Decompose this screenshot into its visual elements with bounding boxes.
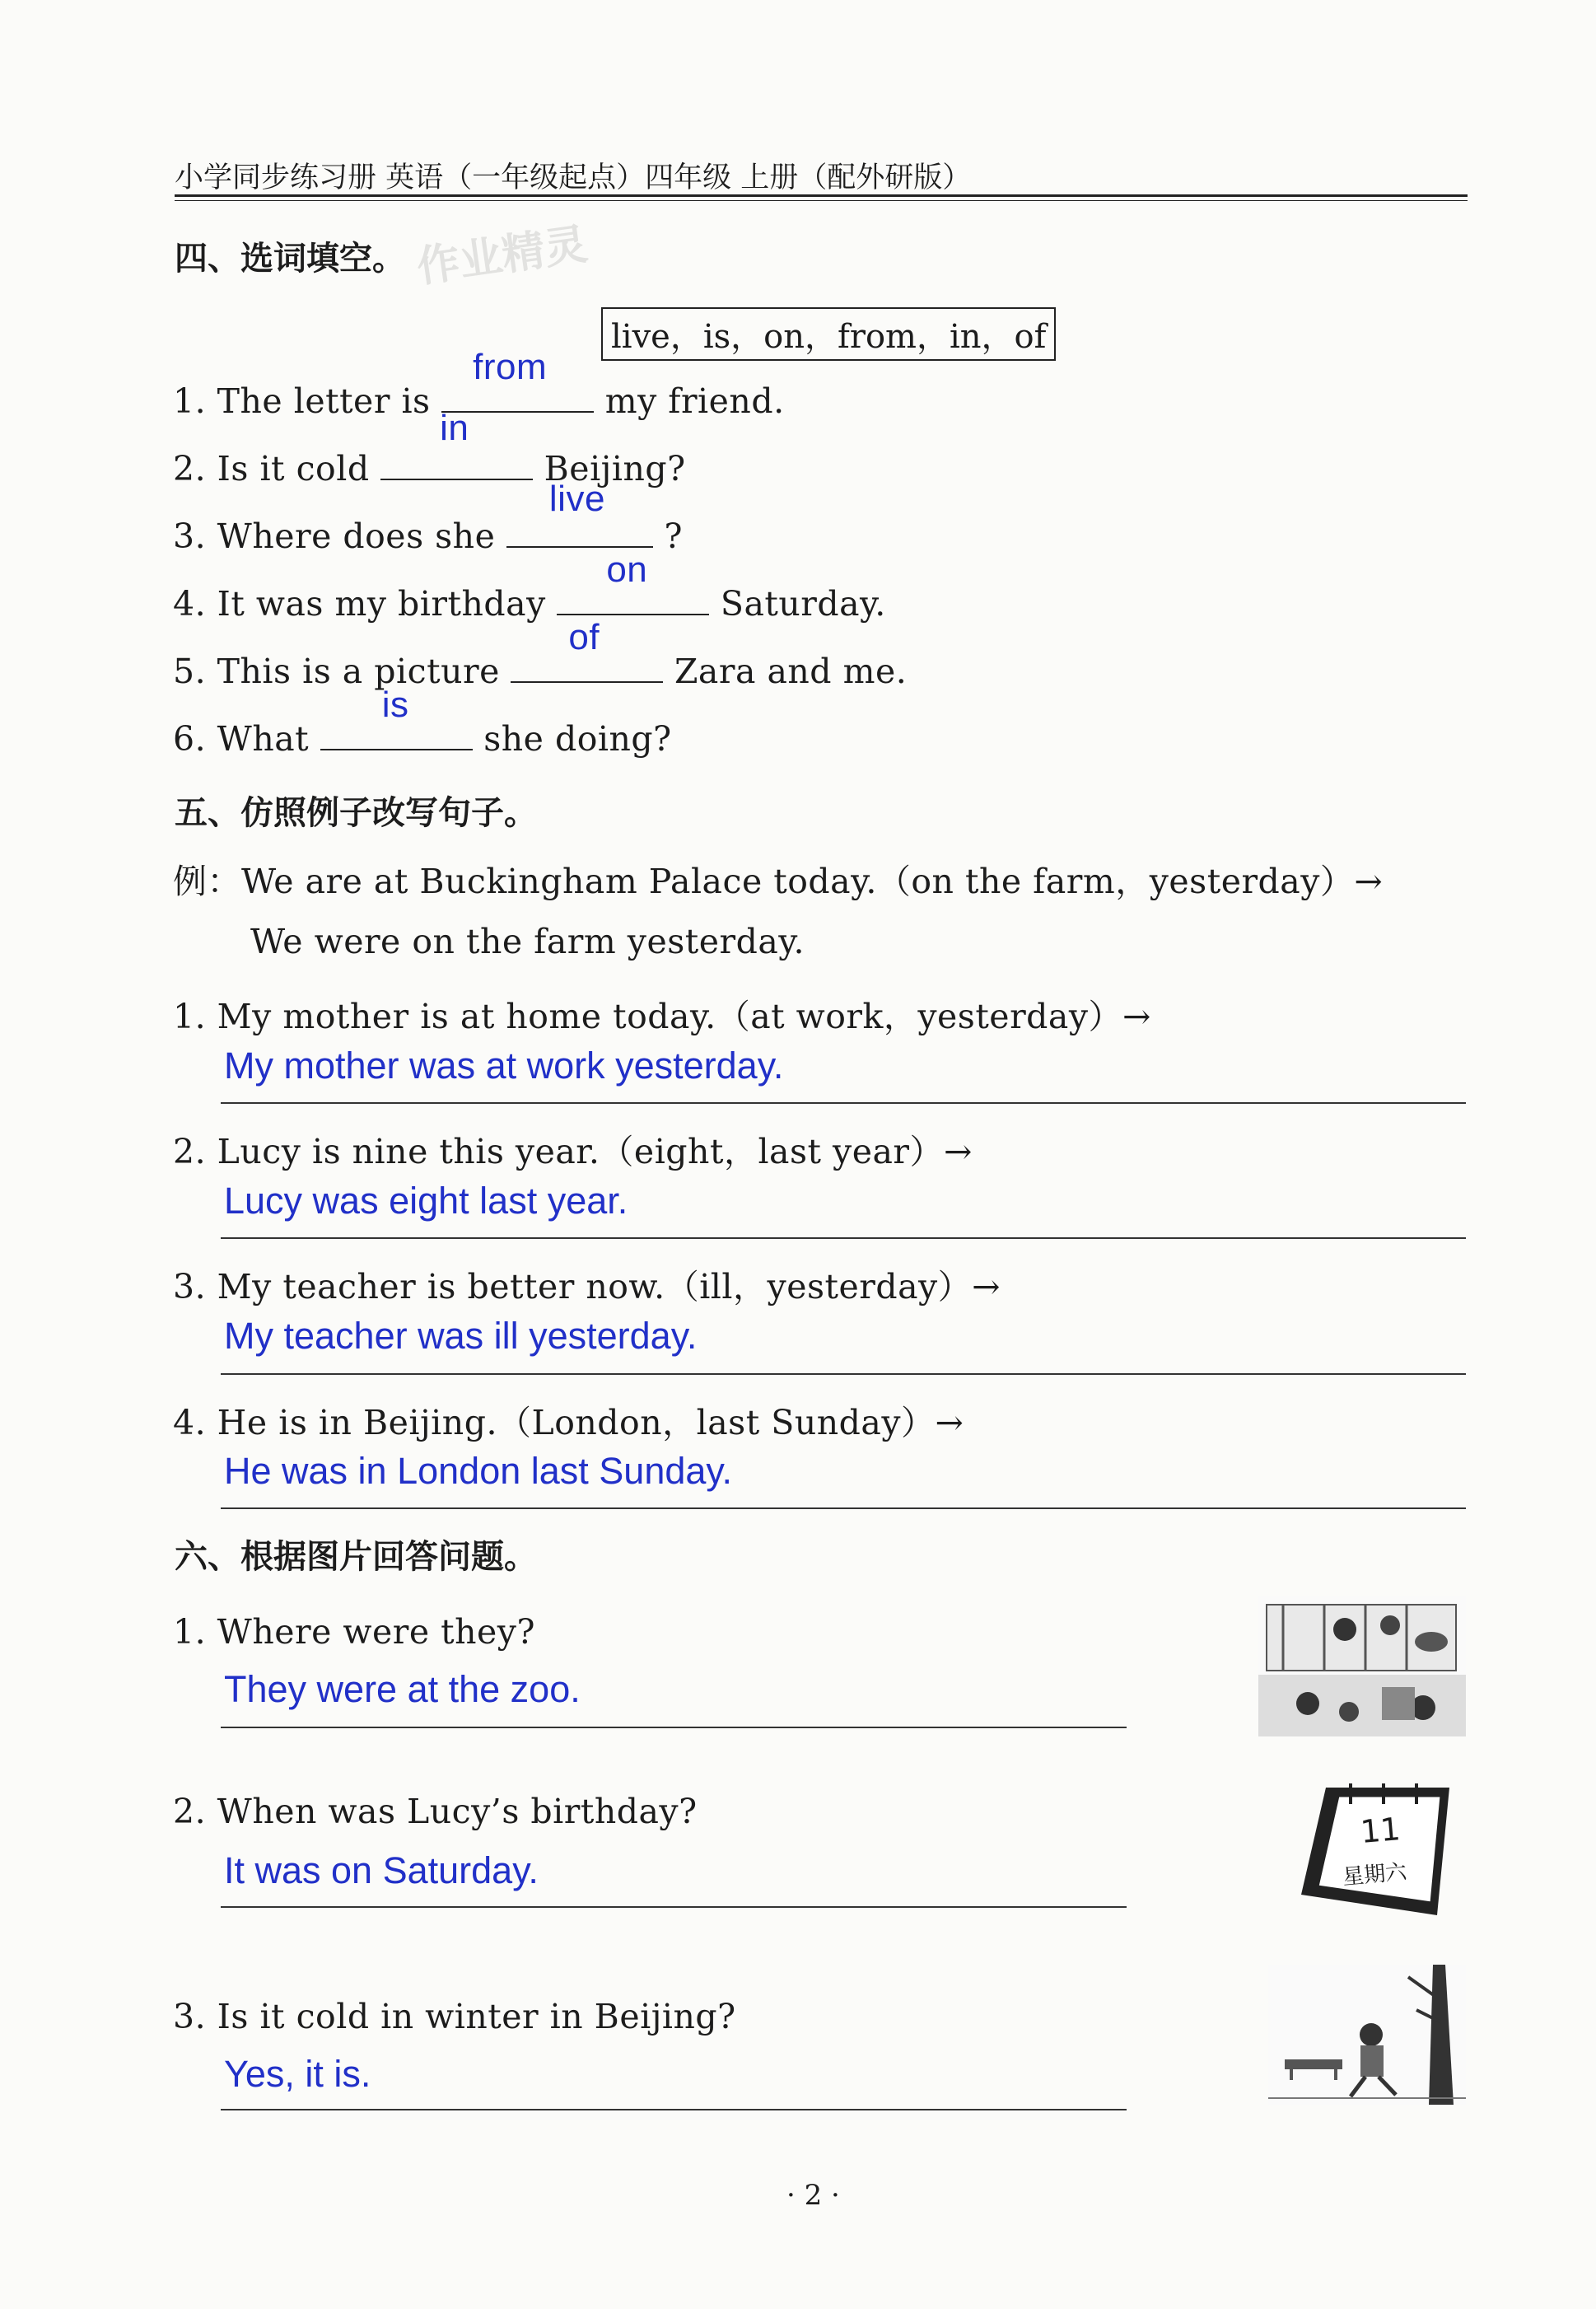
section6-title: 六、根据图片回答问题。 <box>175 1538 537 1576</box>
example-label: 例： <box>173 862 241 901</box>
watermark: 作业精灵 <box>413 219 590 293</box>
word-bank: live，is，on，from，in，of <box>601 307 1056 361</box>
item-text-after: she doing? <box>483 719 672 759</box>
calendar-weekday: 星期六 <box>1342 1859 1408 1891</box>
page-number: · 2 · <box>786 2179 840 2212</box>
item-text-before: The letter is <box>217 381 431 421</box>
fill-item-4 <box>173 549 886 624</box>
item-text-before: Is it cold <box>217 449 370 488</box>
section4-title: 四、选词填空。 <box>175 240 405 278</box>
fill-item-5 <box>173 617 908 691</box>
calendar-illustration <box>1293 1771 1458 1936</box>
picture-question-2: 2. When was Lucy’s birthday? <box>173 1792 698 1831</box>
rewrite-item-4-answer[interactable]: He was in London last Sunday. <box>224 1450 733 1492</box>
item-number: 1. <box>173 381 207 421</box>
item-text-before: Where does she <box>217 516 496 556</box>
rewrite-item-3-prompt: 3. My teacher is better now.（ill，yesterday）→ <box>173 1267 1001 1306</box>
picture-question-3: 3. Is it cold in winter in Beijing? <box>173 1997 736 2036</box>
item-number: 6. <box>173 719 207 759</box>
winter-skating-illustration <box>1268 1965 1466 2105</box>
picture-answer-1[interactable]: They were at the zoo. <box>224 1668 581 1710</box>
item-text-after: Zara and me. <box>674 652 908 691</box>
answer-line <box>221 1102 1466 1104</box>
answer-line <box>221 1507 1466 1509</box>
answer-line <box>221 1373 1466 1375</box>
item-text-after: Beijing? <box>544 449 686 488</box>
rewrite-item-4-prompt: 4. He is in Beijing.（London，last Sunday）→ <box>173 1403 964 1442</box>
handwritten-answer: of <box>568 617 600 657</box>
answer-blank[interactable] <box>557 549 709 615</box>
item-number: 2. <box>173 449 207 488</box>
answer-line <box>221 1906 1127 1908</box>
rewrite-item-1-prompt: 1. My mother is at home today.（at work，yesterday）→ <box>173 997 1151 1036</box>
handwritten-answer: on <box>606 549 648 590</box>
answer-blank[interactable] <box>320 685 473 750</box>
answer-line <box>221 2109 1127 2110</box>
rewrite-item-1-answer[interactable]: My mother was at work yesterday. <box>224 1045 784 1087</box>
rewrite-item-2-prompt: 2. Lucy is nine this year.（eight，last year）→ <box>173 1132 973 1171</box>
answer-line <box>221 1727 1127 1728</box>
picture-question-1: 1. Where were they? <box>173 1612 535 1652</box>
section5-title: 五、仿照例子改写句子。 <box>175 794 537 832</box>
example-answer: We were on the farm yesterday. <box>250 922 805 961</box>
answer-blank[interactable] <box>506 479 653 548</box>
fill-item-1 <box>173 347 785 421</box>
handwritten-answer: live <box>548 479 605 519</box>
answer-blank[interactable] <box>380 408 533 480</box>
header-rule <box>175 194 1468 197</box>
item-text-after: my friend. <box>604 381 785 421</box>
item-text-before: This is a picture <box>217 652 500 691</box>
item-text-after: ? <box>664 516 683 556</box>
answer-line <box>221 1237 1466 1239</box>
fill-item-6 <box>173 685 672 759</box>
fill-item-2 <box>173 408 686 488</box>
picture-answer-3[interactable]: Yes, it is. <box>224 2053 371 2095</box>
handwritten-answer: is <box>381 685 409 725</box>
item-text-after: Saturday. <box>720 584 886 624</box>
zoo-illustration <box>1258 1596 1466 1736</box>
example-prompt: 例：We are at Buckingham Palace today.（on the farm，yesterday）→ <box>173 862 1384 901</box>
item-number: 5. <box>173 652 207 691</box>
picture-answer-2[interactable]: It was on Saturday. <box>224 1849 539 1891</box>
item-text-before: What <box>217 719 310 759</box>
calendar-day: 11 <box>1359 1810 1402 1851</box>
item-number: 4. <box>173 584 207 624</box>
header-rule-thin <box>175 200 1468 201</box>
answer-blank[interactable] <box>511 617 663 683</box>
item-text-before: It was my birthday <box>217 584 546 624</box>
rewrite-item-3-answer[interactable]: My teacher was ill yesterday. <box>224 1315 698 1357</box>
page-header: 小学同步练习册 英语（一年级起点）四年级 上册（配外研版） <box>175 161 972 194</box>
handwritten-answer: in <box>440 408 469 448</box>
handwritten-answer: from <box>473 347 548 387</box>
item-number: 3. <box>173 516 207 556</box>
rewrite-item-2-answer[interactable]: Lucy was eight last year. <box>224 1180 628 1222</box>
